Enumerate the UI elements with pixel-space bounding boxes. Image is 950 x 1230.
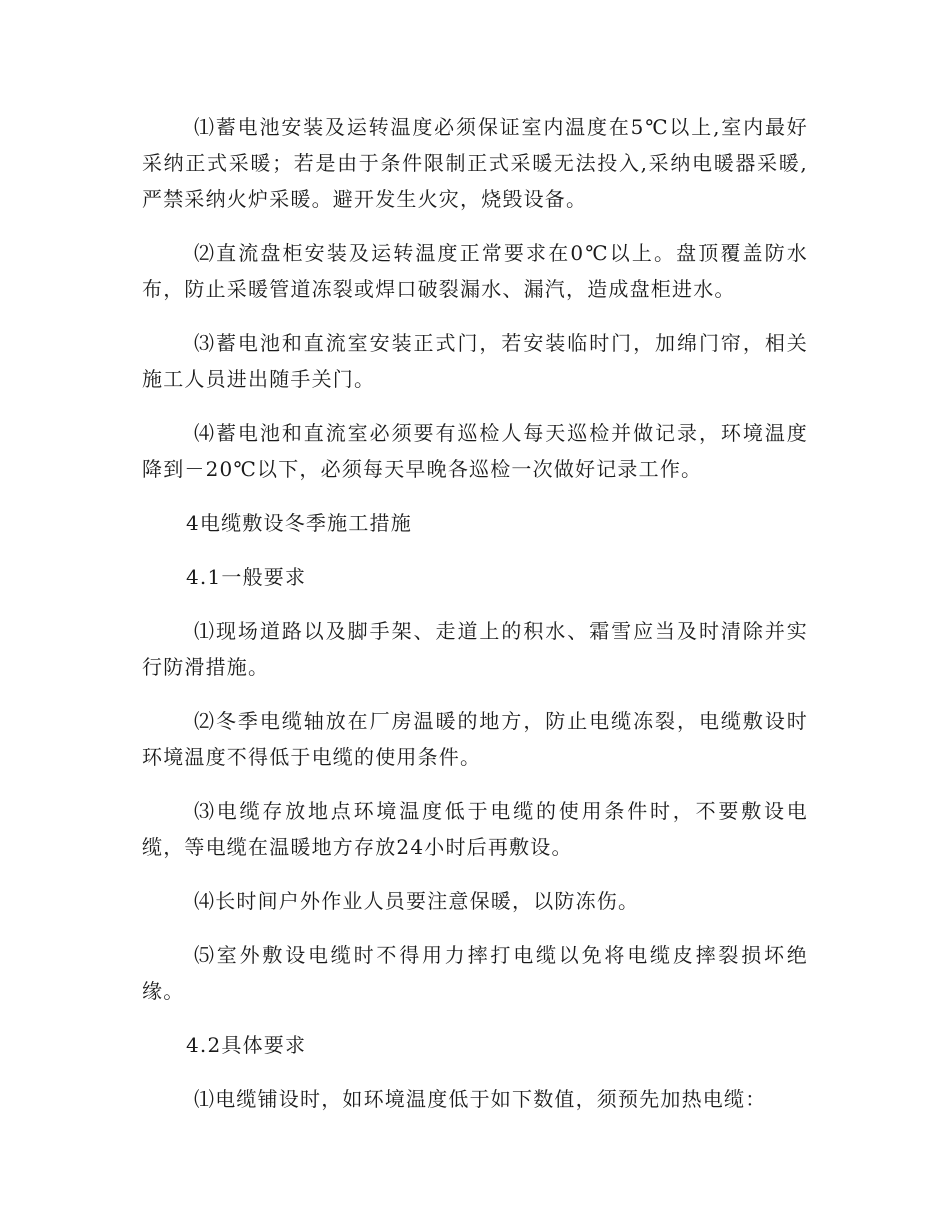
paragraph-preheat: ⑴电缆铺设时，如环境温度低于如下数值，须预先加热电缆： [194,1087,767,1111]
section-heading-4: 4电缆敷设冬季施工措施 [186,511,412,535]
paragraph-no-throwing: ⑸室外敷设电缆时不得用力摔打电缆以免将电缆皮摔裂损坏绝缘。 [142,943,808,1003]
paragraph-cable-conditions: ⑶电缆存放地点环境温度低于电缆的使用条件时，不要敷设电缆，等电缆在温暖地方存放24小时后再敷设。 [142,799,808,859]
paragraph-inspection: ⑷蓄电池和直流室必须要有巡检人每天巡检并做记录，环境温度降到－20℃以下，必须每天早晚各巡检一次做好记录工作。 [142,421,808,481]
section-heading-4-2: 4.2具体要求 [186,1033,307,1057]
paragraph-battery-temperature: ⑴蓄电池安装及运转温度必须保证室内温度在5℃以上,室内最好采纳正式采暖；若是由于条件限制正式采暖无法投入,采纳电暖器采暖,严禁采纳火炉采暖。避开发生火灾，烧毁设备。 [142,115,808,211]
paragraph-dc-cabinet: ⑵直流盘柜安装及运转温度正常要求在0℃以上。盘顶覆盖防水布，防止采暖管道冻裂或焊口破裂漏水、漏汽，造成盘柜进水。 [142,241,808,301]
paragraph-antislip: ⑴现场道路以及脚手架、走道上的积水、霜雪应当及时清除并实行防滑措施。 [142,619,808,679]
paragraph-doors: ⑶蓄电池和直流室安装正式门，若安装临时门，加绵门帘，相关施工人员进出随手关门。 [142,331,808,391]
paragraph-warmth: ⑷长时间户外作业人员要注意保暖，以防冻伤。 [194,889,640,913]
paragraph-cable-storage: ⑵冬季电缆轴放在厂房温暖的地方，防止电缆冻裂，电缆敷设时环境温度不得低于电缆的使用条件。 [142,709,808,769]
section-heading-4-1: 4.1一般要求 [186,565,307,589]
